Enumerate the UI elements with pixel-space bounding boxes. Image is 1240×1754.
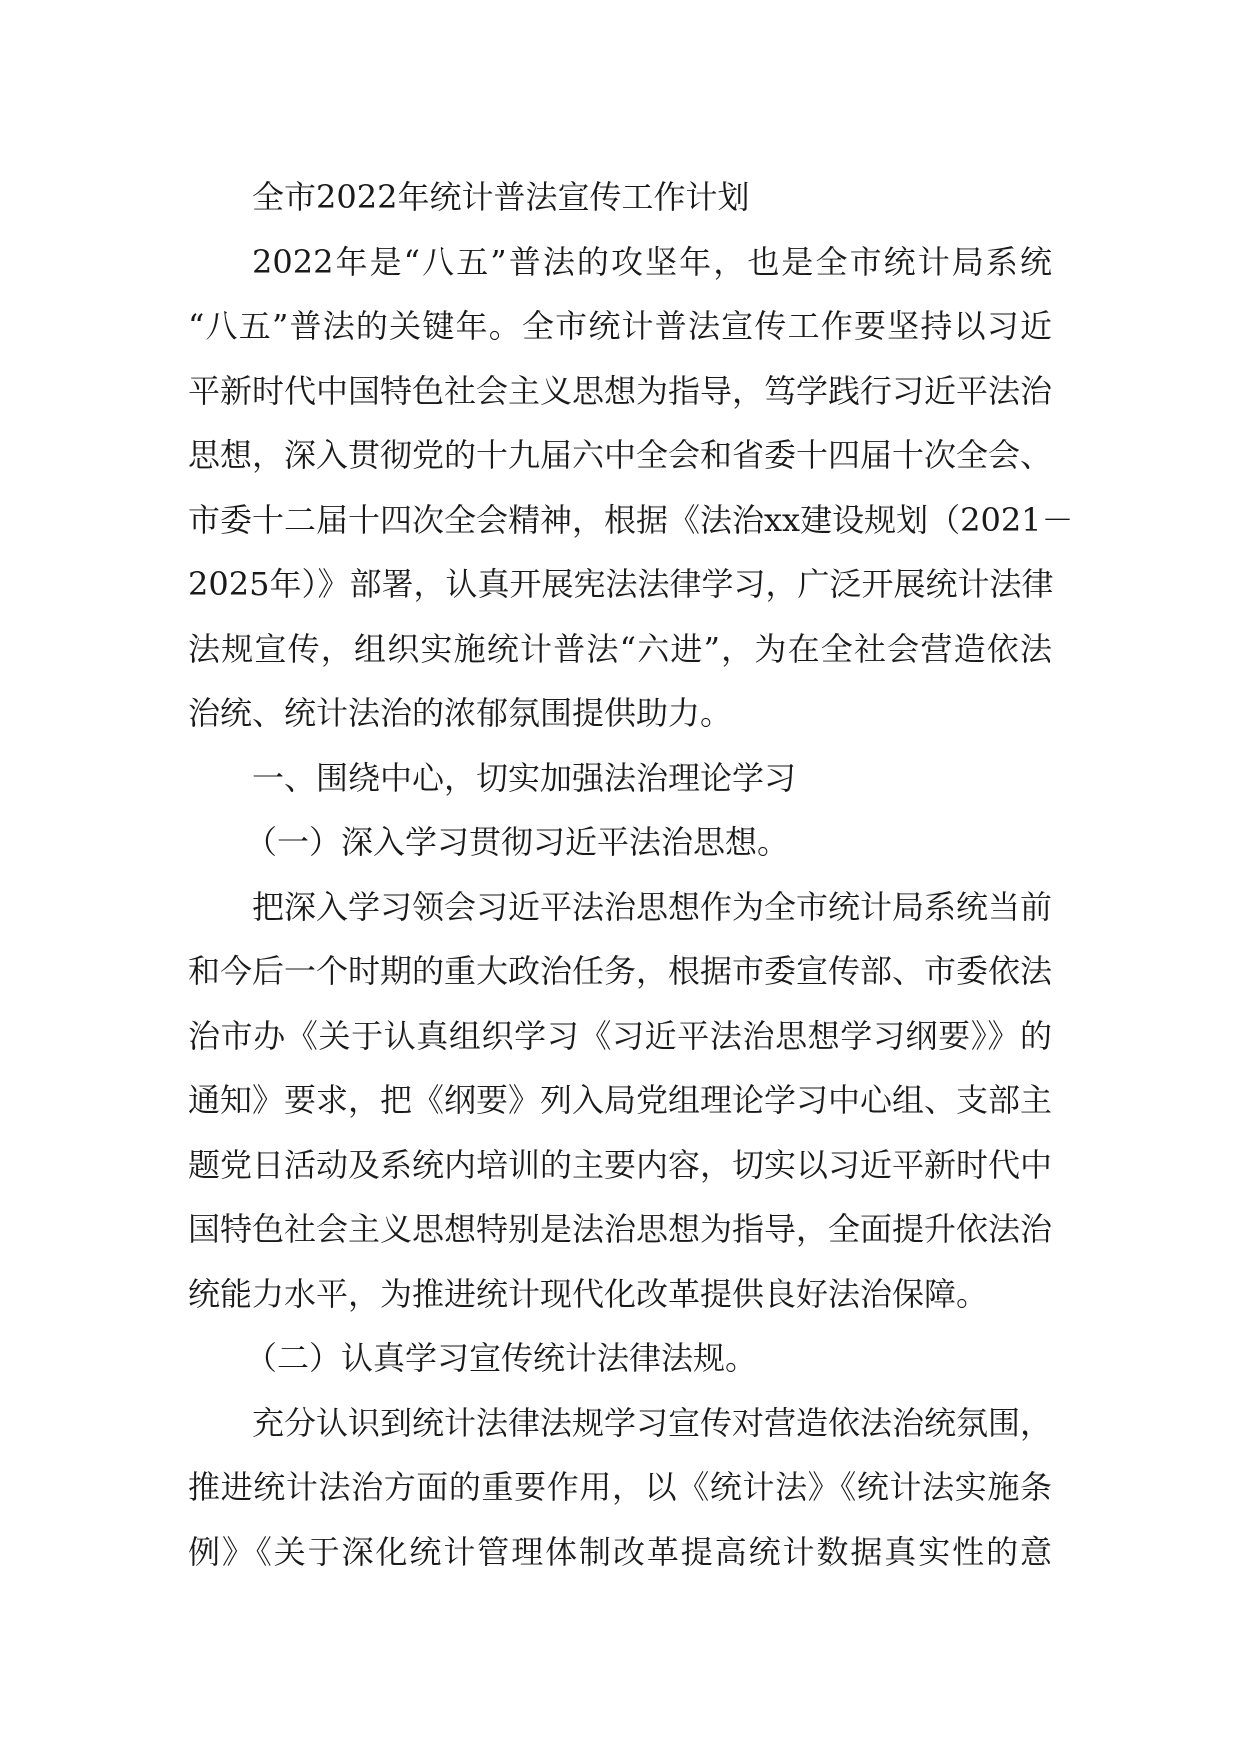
paragraph-line: 充分认识到统计法律法规学习宣传对营造依法治统氛围， <box>252 1403 1053 1442</box>
paragraph-line: 把深入学习领会习近平法治思想作为全市统计局系统当前 <box>252 887 1053 926</box>
subsection-heading: （一）深入学习贯彻习近平法治思想。 <box>245 823 790 861</box>
paragraph-line: 统能力水平，为推进统计现代化改革提供良好法治保障。 <box>188 1274 989 1313</box>
paragraph-line: 市委十二届十四次全会精神，根据《法治xx建设规划（2021－ <box>188 500 1074 539</box>
paragraph-line: 国特色社会主义思想特别是法治思想为指导，全面提升依法治 <box>188 1210 1053 1248</box>
paragraph-line: 法规宣传，组织实施统计普法“六进”，为在全社会营造依法 <box>188 629 1052 668</box>
paragraph-line: 例》《关于深化统计管理体制改革提高统计数据真实性的意 <box>188 1532 1052 1571</box>
paragraph-line: “八五”普法的关键年。全市统计普法宣传工作要坚持以习近 <box>188 307 1052 345</box>
paragraph-line: 治市办《关于认真组织学习《习近平法治思想学习纲要》》的 <box>188 1016 1052 1055</box>
paragraph-line: 思想，深入贯彻党的十九届六中全会和省委十四届十次全会、 <box>188 436 1053 474</box>
paragraph-line: 和今后一个时期的重大政治任务，根据市委宣传部、市委依法 <box>188 952 1053 990</box>
paragraph-line: 推进统计法治方面的重要作用，以《统计法》《统计法实施条 <box>188 1468 1052 1506</box>
paragraph-line: 题党日活动及系统内培训的主要内容，切实以习近平新时代中 <box>188 1145 1053 1184</box>
section-heading: 一、围绕中心，切实加强法治理论学习 <box>252 758 797 797</box>
paragraph-line: 治统、统计法治的浓郁氛围提供助力。 <box>188 694 733 732</box>
paragraph-line: 2025年）》部署，认真开展宪法法律学习，广泛开展统计法律 <box>188 565 1054 603</box>
document-body <box>188 165 1074 1584</box>
document-title: 全市2022年统计普法宣传工作计划 <box>252 178 750 216</box>
subsection-heading: （二）认真学习宣传统计法律法规。 <box>245 1339 758 1377</box>
paragraph-line: 2022年是“八五”普法的攻坚年，也是全市统计局系统 <box>252 242 1052 281</box>
paragraph-line: 通知》要求，把《纲要》列入局党组理论学习中心组、支部主 <box>188 1081 1053 1119</box>
paragraph-line: 平新时代中国特色社会主义思想为指导，笃学践行习近平法治 <box>188 371 1053 410</box>
